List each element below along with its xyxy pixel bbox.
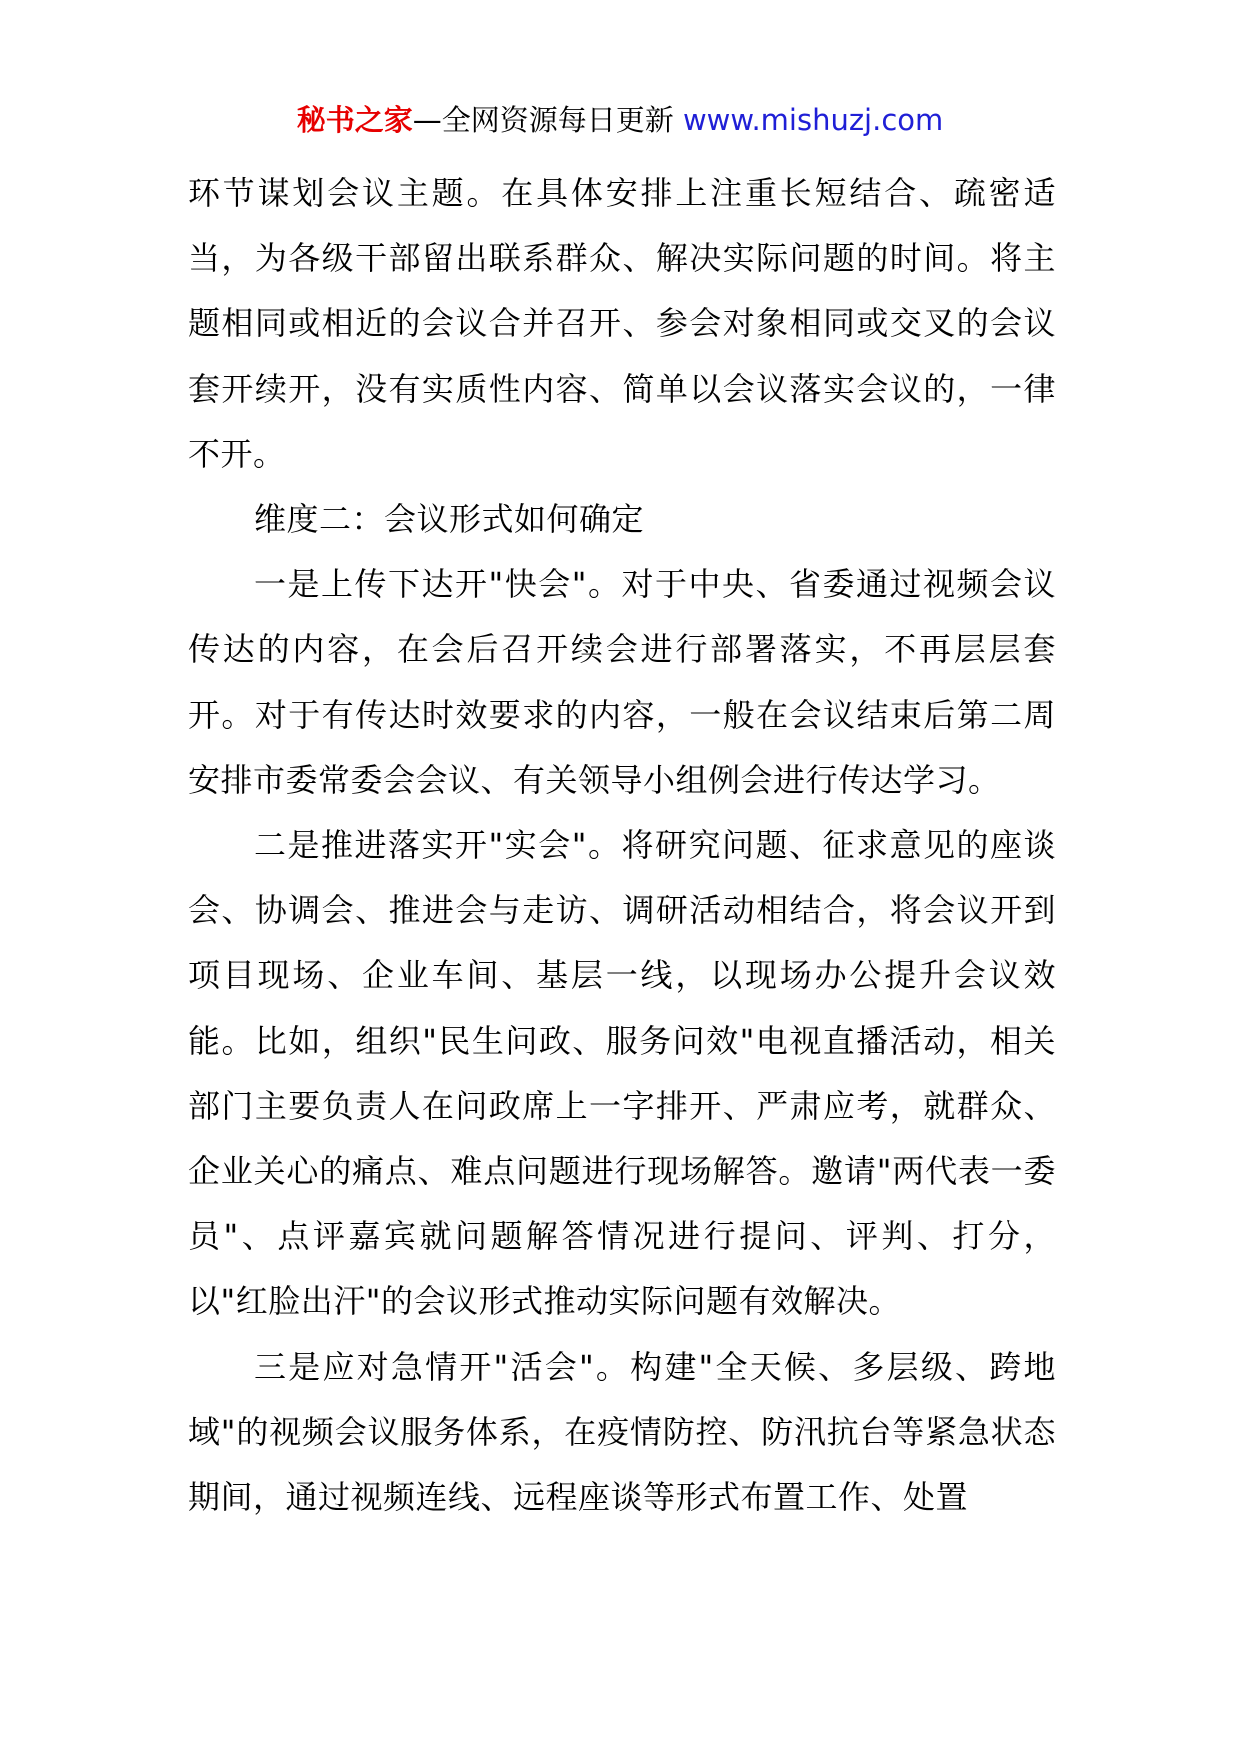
paragraph: 二是推进落实开"实会"。将研究问题、征求意见的座谈会、协调会、推进会与走访、调研活动相结合，将会议开到项目现场、企业车间、基层一线，以现场办公提升会议效能。比如，组织"民生问政、服务问效"电视直播活动，相关部门主要负责人在问政席上一字排开、严肃应考，就群众、企业关心的痛点、难点问题进行现场解答。邀请"两代表一委员"、点评嘉宾就问题解答情况进行提问、评判、打分，以"红脸出汗"的会议形式推动实际问题有效解决。: [188, 826, 1056, 1321]
site-url-link[interactable]: www.mishuzj.com: [682, 103, 944, 137]
site-tagline: —全网资源每日更新: [412, 103, 683, 137]
section-heading: 维度二：会议形式如何确定: [254, 500, 645, 539]
page-header: [0, 100, 1240, 140]
paragraph-continuation: 环节谋划会议主题。在具体安排上注重长短结合、疏密适当，为各级干部留出联系群众、解决实际问题的时间。将主题相同或相近的会议合并召开、参会对象相同或交叉的会议套开续开，没有实质性内容、简单以会议落实会议的，一律不开。: [188, 174, 1056, 473]
site-brand: 秘书之家: [296, 103, 413, 137]
document-body: [188, 161, 1056, 1530]
paragraph: 一是上传下达开"快会"。对于中央、省委通过视频会议传达的内容，在会后召开续会进行部署落实，不再层层套开。对于有传达时效要求的内容，一般在会议结束后第二周安排市委常委会会议、有关领导小组例会进行传达学习。: [188, 565, 1056, 799]
paragraph: 三是应对急情开"活会"。构建"全天候、多层级、跨地域"的视频会议服务体系，在疫情防控、防汛抗台等紧急状态期间，通过视频连线、远程座谈等形式布置工作、处置: [188, 1347, 1056, 1517]
